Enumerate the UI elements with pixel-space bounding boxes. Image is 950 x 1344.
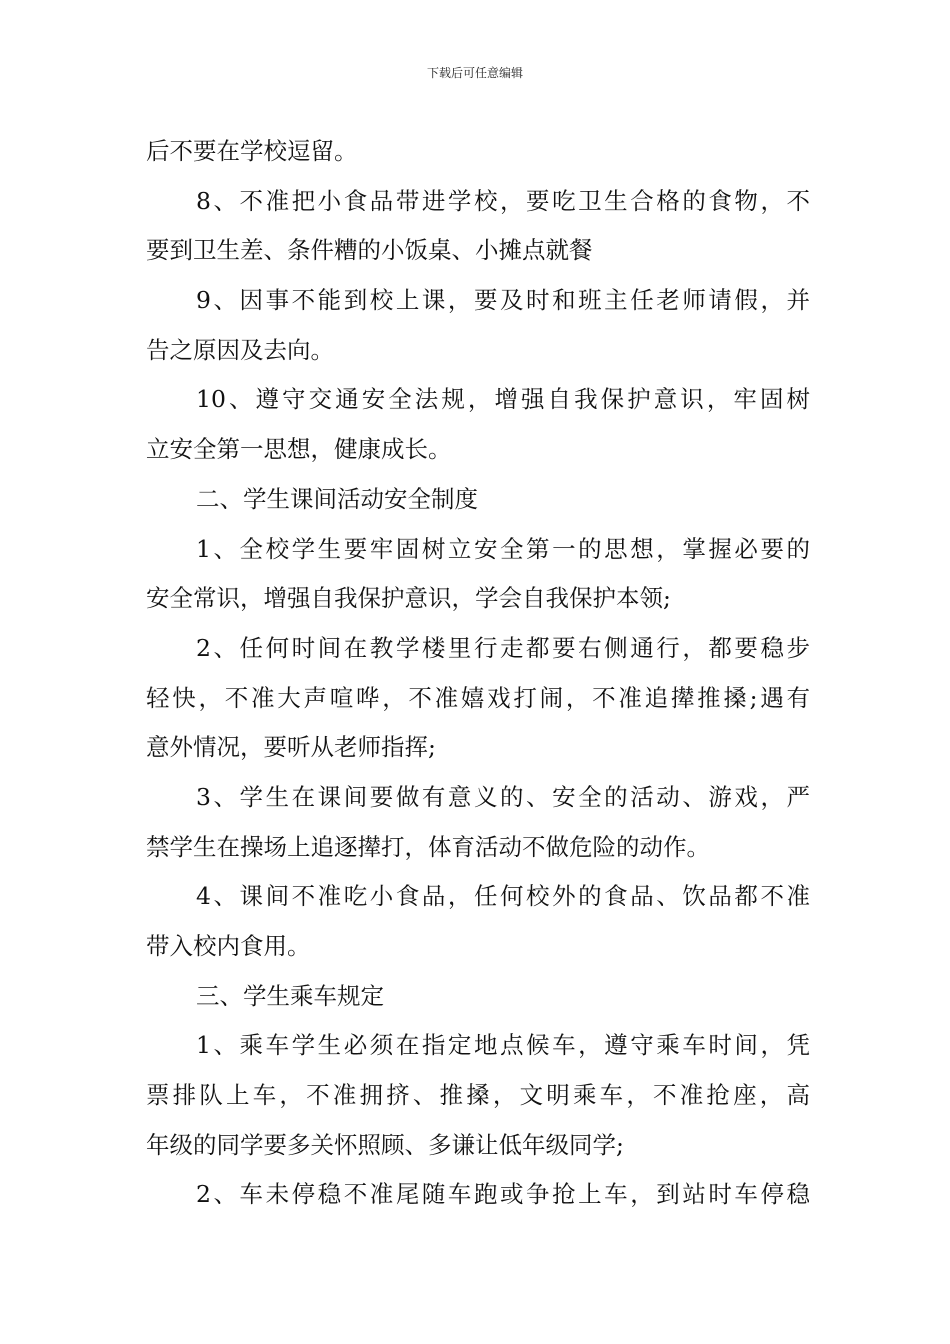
text-line: 后不要在学校逗留。 [146, 137, 358, 165]
text-line: 要到卫生差、条件糟的小饭桌、小摊点就餐 [146, 236, 593, 265]
text-line: 10、遵守交通安全法规，增强自我保护意识，牢固树 [196, 385, 810, 414]
section-heading: 三、学生乘车规定 [196, 981, 384, 1010]
text-line: 带入校内食用。 [146, 932, 311, 960]
text-line: 票排队上车，不准拥挤、推搡，文明乘车，不准抢座，高 [146, 1081, 810, 1110]
text-line: 1、全校学生要牢固树立安全第一的思想，掌握必要的 [196, 534, 810, 563]
text-line: 8、不准把小食品带进学校，要吃卫生合格的食物，不 [196, 186, 810, 215]
text-line: 安全常识，增强自我保护意识，学会自我保护本领; [146, 584, 671, 613]
document-body [146, 127, 810, 1220]
text-line: 禁学生在操场上追逐撵打，体育活动不做危险的动作。 [146, 832, 710, 861]
text-line: 3、学生在课间要做有意义的、安全的活动、游戏，严 [196, 782, 810, 811]
section-heading: 二、学生课间活动安全制度 [196, 484, 478, 513]
text-line: 年级的同学要多关怀照顾、多谦让低年级同学; [146, 1130, 624, 1159]
text-line: 2、车未停稳不准尾随车跑或争抢上车，到站时车停稳 [196, 1180, 810, 1209]
text-line: 4、课间不准吃小食品，任何校外的食品、饮品都不准 [196, 882, 810, 911]
text-line: 告之原因及去向。 [146, 335, 334, 364]
text-line: 轻快，不准大声喧哗，不准嬉戏打闹，不准追撵推搡;遇有 [146, 683, 810, 712]
text-line: 2、任何时间在教学楼里行走都要右侧通行，都要稳步 [196, 633, 810, 662]
text-line: 立安全第一思想，健康成长。 [146, 435, 452, 464]
page-header-note: 下载后可任意编辑 [426, 66, 523, 80]
text-line: 1、乘车学生必须在指定地点候车，遵守乘车时间，凭 [196, 1031, 810, 1060]
text-line: 9、因事不能到校上课，要及时和班主任老师请假，并 [196, 286, 810, 315]
text-line: 意外情况，要听从老师指挥; [146, 733, 436, 762]
